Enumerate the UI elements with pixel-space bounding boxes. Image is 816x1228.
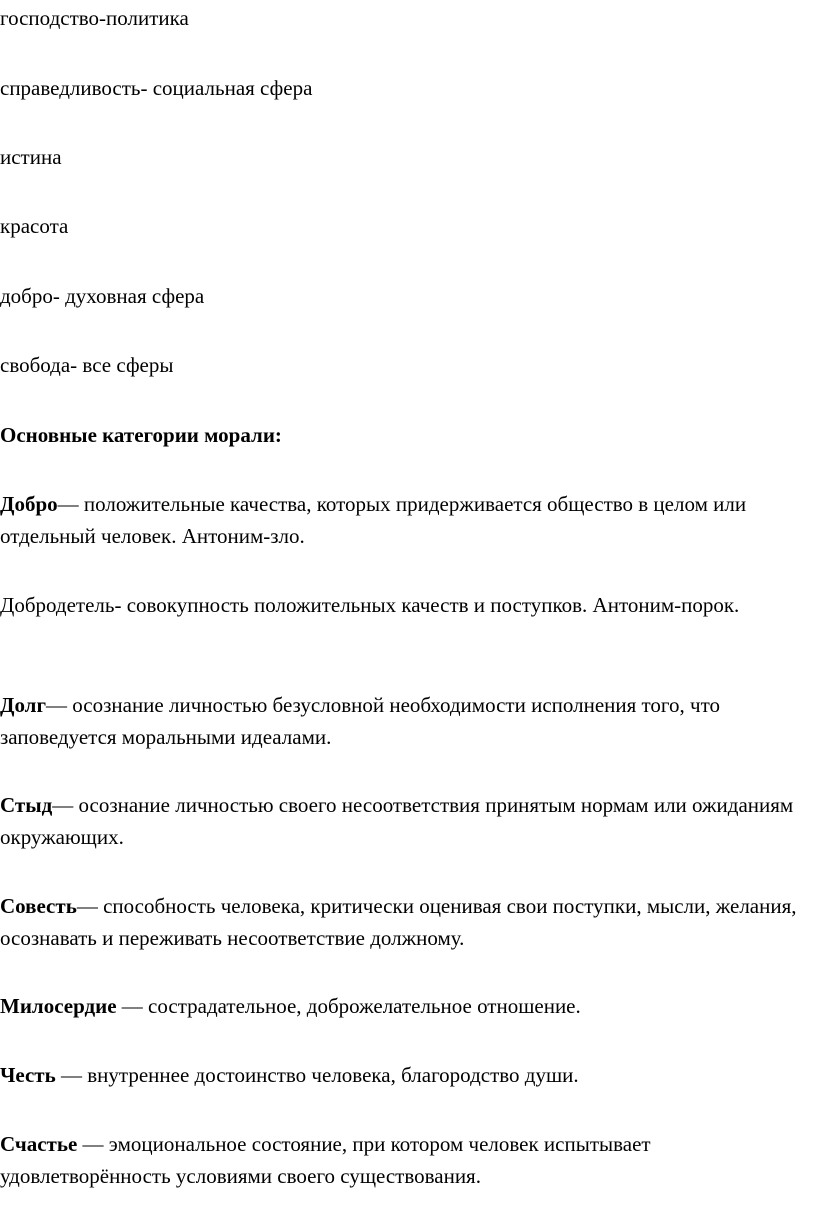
pair-line-1: господство-политика <box>0 6 189 30</box>
definition-schastie <box>0 1128 800 1192</box>
term-schastie: Счастье <box>0 1132 78 1156</box>
section-heading <box>0 419 812 451</box>
pair-line-6: свобода- все сферы <box>0 353 174 377</box>
term-dobro: Добро <box>0 492 58 516</box>
term-styd: Стыд <box>0 793 53 817</box>
definition-miloserdie-text: — сострадательное, доброжелательное отношение. <box>116 994 581 1018</box>
definition-dobrodetel <box>0 589 800 621</box>
definition-dolg <box>0 689 800 753</box>
term-chest: Честь <box>0 1063 56 1087</box>
pair-line-2: справедливость- социальная сфера <box>0 76 313 100</box>
definition-chest-text: — внутреннее достоинство человека, благородство души. <box>55 1063 579 1087</box>
pair-line-4: красота <box>0 214 69 238</box>
definition-dobrodetel-text: Добродетель- совокупность положительных качеств и поступков. Антоним-порок. <box>0 593 740 617</box>
definition-styd <box>0 789 800 853</box>
pair-line-3: истина <box>0 145 62 169</box>
definition-schastie-text: — эмоциональное состояние, при котором человек испытывает удовлетворённость условиями своего существования. <box>0 1132 651 1188</box>
term-sovest: Совесть <box>0 894 77 918</box>
definition-sovest-text: — способность человека, критически оценивая свои поступки, мысли, желания, осознавать и переживать несоответствие должному. <box>0 894 797 950</box>
definition-dobro-text: — положительные качества, которых придерживается общество в целом или отдельный человек. Антоним-зло. <box>0 492 747 548</box>
pair-line-5: добро- духовная сфера <box>0 284 205 308</box>
definition-chest <box>0 1059 812 1091</box>
definition-sovest <box>0 890 800 954</box>
definition-miloserdie <box>0 990 812 1022</box>
definition-styd-text: — осознание личностью своего несоответствия принятым нормам или ожиданиям окружающих. <box>0 793 794 849</box>
definition-dobro <box>0 488 800 552</box>
section-heading-text: Основные категории морали: <box>0 423 282 447</box>
term-miloserdie: Милосердие <box>0 994 117 1018</box>
term-dolg: Долг <box>0 693 46 717</box>
definition-dolg-text: — осознание личностью безусловной необходимости исполнения того, что заповедуется моральными идеалами. <box>0 693 720 749</box>
